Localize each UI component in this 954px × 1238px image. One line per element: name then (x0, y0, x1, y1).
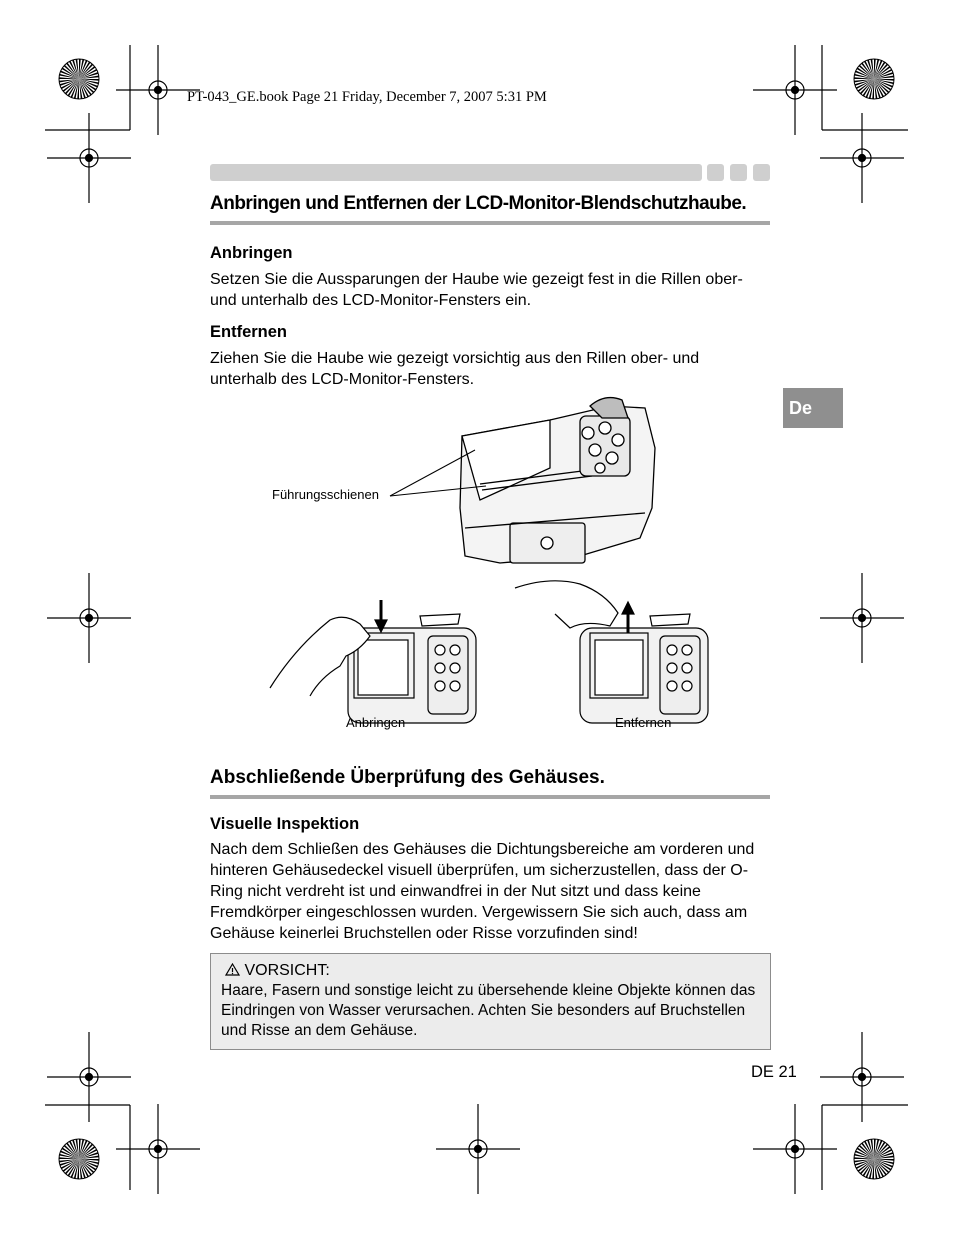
section-title-blendschutz: Anbringen und Entfernen der LCD-Monitor-Blendschutzhaube. (210, 193, 747, 214)
caption-anbringen: Anbringen (346, 715, 406, 730)
caution-title-row (221, 961, 760, 981)
language-tab: De (783, 388, 843, 428)
subheading-visuelle-inspektion: Visuelle Inspektion (210, 815, 360, 833)
subheading-entfernen: Entfernen (210, 323, 288, 341)
caption-entfernen: Entfernen (615, 715, 672, 730)
paragraph-anbringen: Setzen Sie die Aussparungen der Haube wie gezeigt fest in die Rillen ober- und unterhalb des LCD-Monitor-Fensters ein. (210, 271, 743, 309)
decorative-square (707, 164, 724, 181)
decorative-bar (210, 164, 702, 181)
crosshair-mark (753, 45, 837, 135)
crosshair-mark (820, 573, 904, 663)
crosshair-mark (116, 1104, 200, 1194)
crosshair-mark (820, 113, 904, 203)
subheading-anbringen: Anbringen (210, 244, 293, 262)
page-number: DE 21 (751, 1063, 797, 1081)
crosshair-mark (753, 1104, 837, 1194)
section-title-ueberpruefung: Abschließende Überprüfung des Gehäuses. (210, 767, 605, 788)
starburst-target (854, 1139, 894, 1179)
caution-text: Haare, Fasern und sonstige leicht zu übersehende kleine Objekte können das Eindringen von Wasser verursachen. Achten Sie besonders auf Bruchstellen und Risse an dem Gehäuse. (221, 982, 756, 1039)
housing-illustration (250, 388, 720, 743)
crosshair-mark (47, 113, 131, 203)
print-header: PT-043_GE.book Page 21 Friday, December 7, 2007 5:31 PM (187, 89, 547, 105)
crosshair-mark (47, 1032, 131, 1122)
caution-box (210, 953, 771, 1050)
paragraph-visuelle-inspektion: Nach dem Schließen des Gehäuses die Dichtungsbereiche am vorderen und hinteren Gehäusedeckel visuell überprüfen, um sicherzustellen, dass der O-Ring nicht verdreht ist und einwandfrei in der Nut sitzt und dass keine Fremdkörper eingeschlossen wurden. Vergewissern Sie sich auch, dass am Gehäuse keinerlei Bruchstellen oder Risse vorzufinden sind! (210, 841, 755, 942)
crosshair-mark (436, 1104, 520, 1194)
section-rule (210, 221, 770, 225)
crosshair-mark (820, 1032, 904, 1122)
paragraph-entfernen: Ziehen Sie die Haube wie gezeigt vorsichtig aus den Rillen ober- und unterhalb des LCD-Monitor-Fensters. (210, 350, 700, 388)
decorative-square (730, 164, 747, 181)
starburst-target (59, 1139, 99, 1179)
caution-title: VORSICHT: (244, 962, 330, 979)
warning-triangle-icon (225, 963, 240, 976)
starburst-target (854, 59, 894, 99)
crosshair-mark (47, 573, 131, 663)
decorative-square (753, 164, 770, 181)
section-rule (210, 795, 770, 799)
caption-fuehrungsschienen: Führungsschienen (272, 487, 379, 502)
starburst-target (59, 59, 99, 99)
